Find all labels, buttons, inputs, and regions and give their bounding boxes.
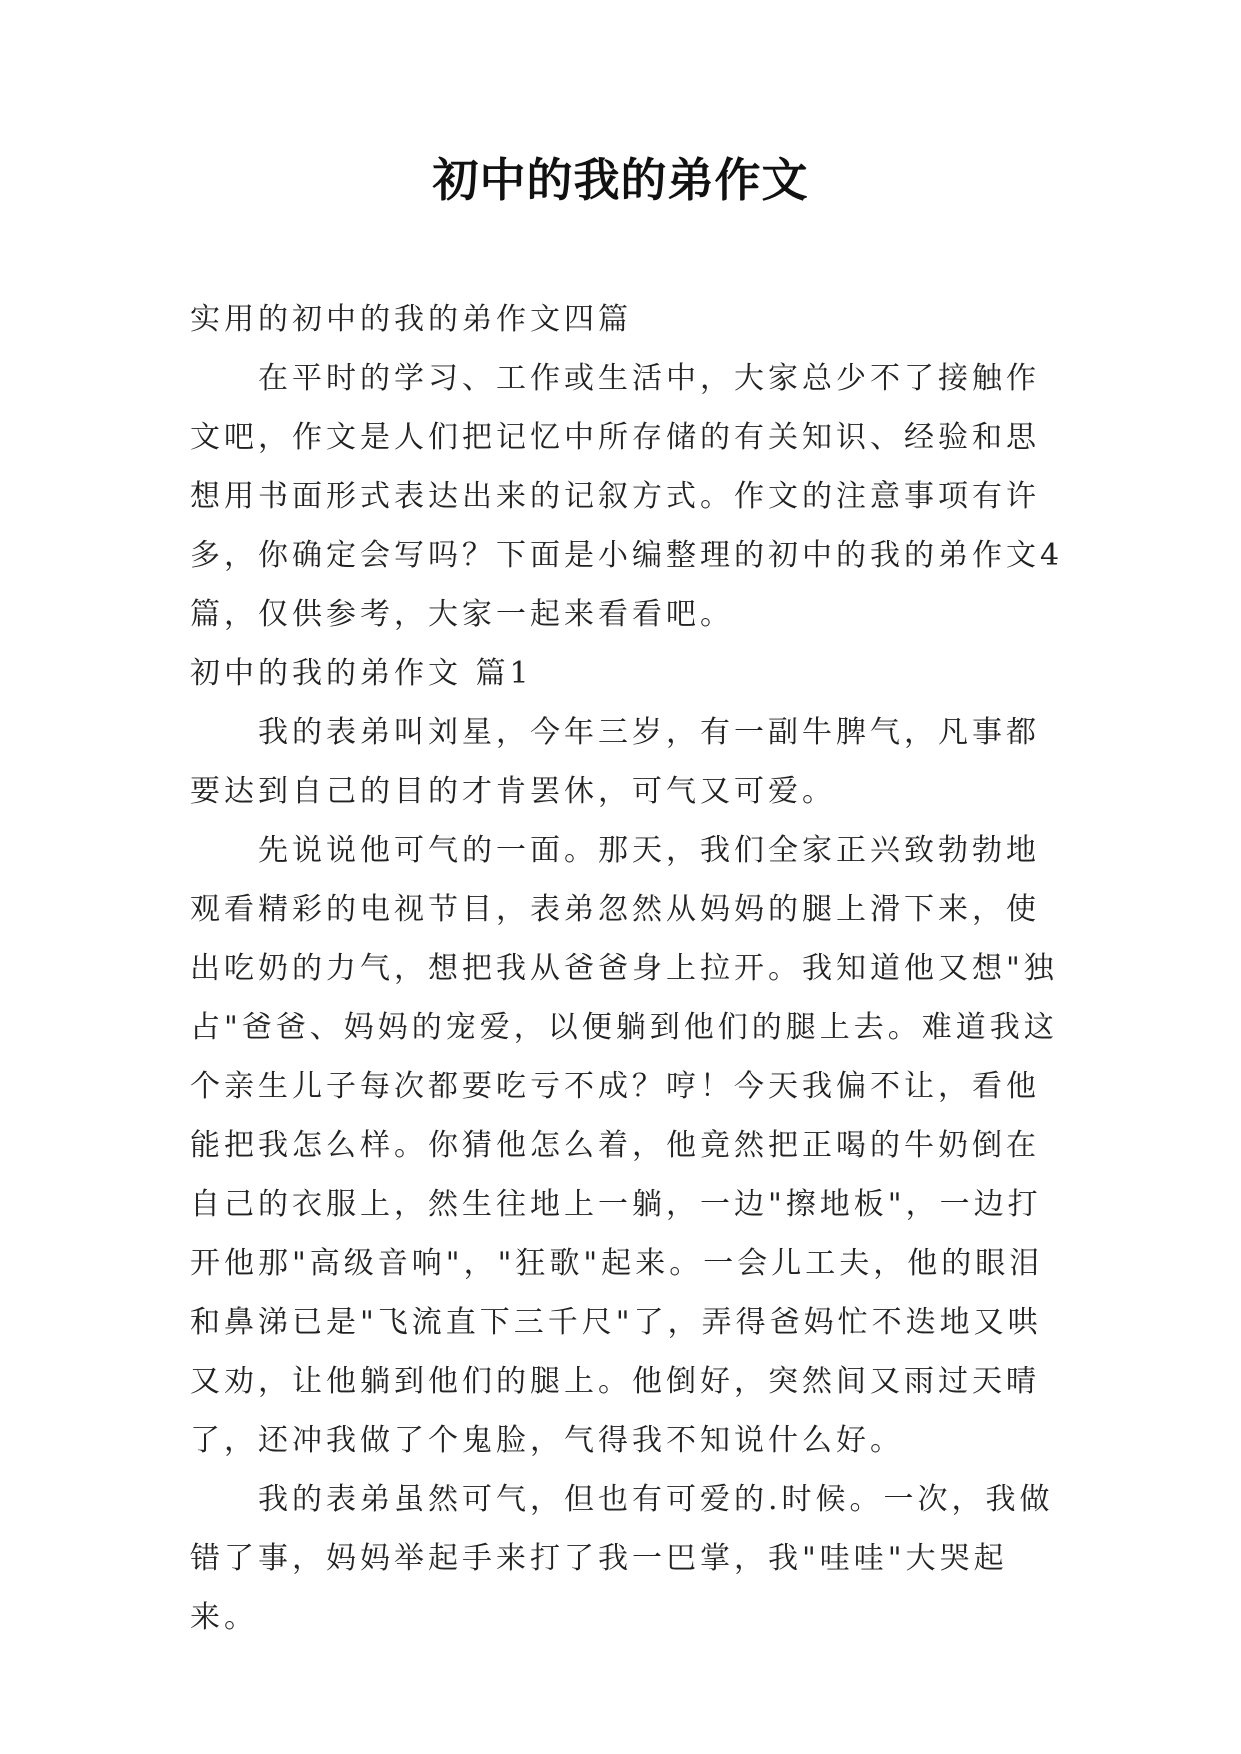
body-paragraph-1: 我的表弟叫刘星，今年三岁，有一副牛脾气，凡事都要达到自己的目的才肯罢休，可气又可爱。 — [190, 715, 1040, 809]
section-heading: 初中的我的弟作文 篇1 — [190, 656, 533, 691]
intro-paragraph: 在平时的学习、工作或生活中，大家总少不了接触作文吧，作文是人们把记忆中所存储的有关知识、经验和思想用书面形式表达出来的记叙方式。作文的注意事项有许多，你确定会写吗？下面是小编整理的初中的我的弟作文4篇，仅供参考，大家一起来看看吧。 — [190, 361, 1064, 632]
document-body — [190, 290, 1070, 1647]
document-title: 初中的我的弟作文 — [432, 153, 809, 207]
document-subtitle: 实用的初中的我的弟作文四篇 — [190, 302, 632, 337]
body-paragraph-2: 先说说他可气的一面。那天，我们全家正兴致勃勃地观看精彩的电视节目，表弟忽然从妈妈的腿上滑下来，使出吃奶的力气，想把我从爸爸身上拉开。我知道他又想"独占"爸爸、妈妈的宠爱，以便躺到他们的腿上去。难道我这个亲生儿子每次都要吃亏不成？哼！今天我偏不让，看他能把我怎么样。你猜他怎么着，他竟然把正喝的牛奶倒在自己的衣服上，然生往地上一躺，一边"擦地板"，一边打开他那"高级音响"，"狂歌"起来。一会儿工夫，他的眼泪和鼻涕已是"飞流直下三千尺"了，弄得爸妈忙不迭地又哄又劝，让他躺到他们的腿上。他倒好，突然间又雨过天晴了，还冲我做了个鬼脸，气得我不知说什么好。 — [190, 833, 1058, 1458]
body-paragraph-3: 我的表弟虽然可气，但也有可爱的.时候。一次，我做错了事，妈妈举起手来打了我一巴掌，我"哇哇"大哭起来。 — [190, 1482, 1054, 1635]
